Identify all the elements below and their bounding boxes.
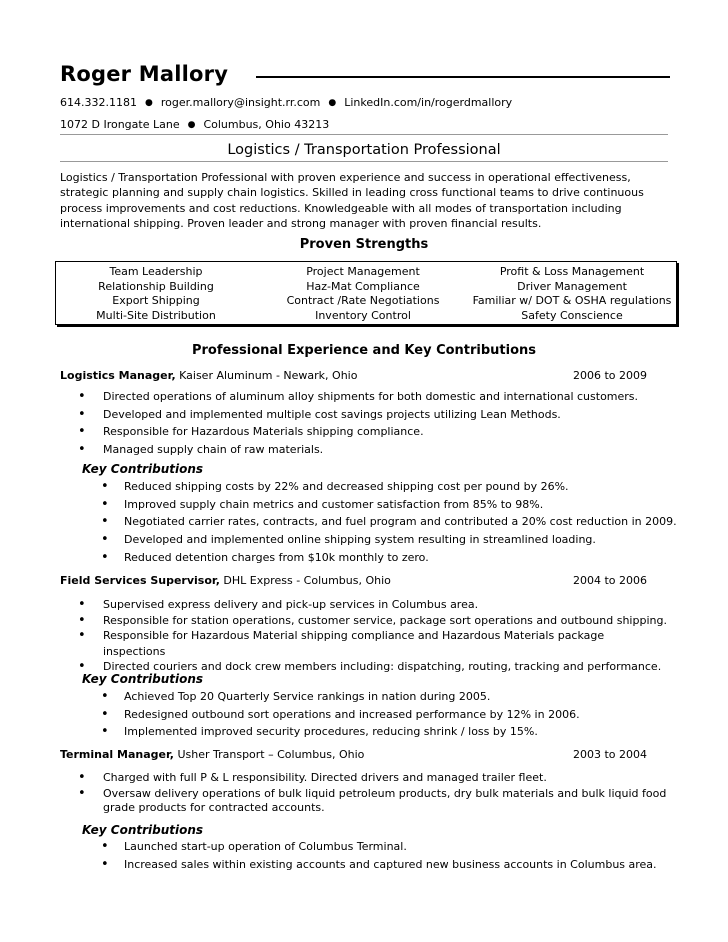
headline: Logistics / Transportation Professional <box>227 142 501 158</box>
key-contributions-list <box>101 478 681 567</box>
list-item: • Responsible for Hazardous Material shipping compliance and Hazardous Materials package inspections <box>78 628 605 658</box>
job-header <box>60 574 680 587</box>
job-header <box>60 369 680 382</box>
list-item: • Reduced shipping costs by 22% and decreased shipping cost per pound by 26%. <box>101 479 569 494</box>
linkedin: LinkedIn.com/in/rogerdmallory <box>344 96 513 109</box>
job-header <box>60 748 680 761</box>
contact-line-1 <box>60 96 512 109</box>
experience-title: Professional Experience and Key Contributions <box>191 343 537 358</box>
strength-item: Safety Conscience <box>521 308 623 322</box>
job-duties <box>78 597 668 675</box>
strength-item: Driver Management <box>517 279 627 293</box>
key-contributions-list <box>101 838 681 873</box>
job-dates: 2006 to 2009 <box>573 369 648 382</box>
list-item: • Supervised express delivery and pick-up services in Columbus area. <box>78 597 479 612</box>
list-item: • Directed couriers and dock crew members including: dispatching, routing, tracking and performance. <box>78 659 662 674</box>
list-item: • Launched start-up operation of Columbus Terminal. <box>101 839 407 854</box>
list-item: • Responsible for station operations, customer service, package sort operations and outbound shipping. <box>78 612 667 628</box>
strength-item: Multi-Site Distribution <box>96 308 216 322</box>
strength-item: Project Management <box>306 265 420 278</box>
key-contributions-label: Key Contributions <box>82 672 204 686</box>
name-rule <box>256 76 670 78</box>
bullet-separator: ● <box>144 98 153 108</box>
job-dates: 2003 to 2004 <box>573 748 648 761</box>
job-dates: 2004 to 2006 <box>573 574 648 587</box>
job-company: Usher Transport – Columbus, Ohio <box>173 748 365 761</box>
strengths-title: Proven Strengths <box>299 237 429 252</box>
strengths-column-1 <box>56 265 256 323</box>
job-title: Logistics Manager, <box>60 369 176 382</box>
key-contributions-label: Key Contributions <box>82 462 204 476</box>
bullet-separator: ● <box>187 120 196 130</box>
job-company: Kaiser Aluminum - Newark, Ohio <box>175 369 358 382</box>
strength-item: Export Shipping <box>112 294 200 307</box>
list-item: • Developed and implemented multiple cost savings projects utilizing Lean Methods. <box>78 406 561 422</box>
list-item: • Developed and implemented online shipping system resulting in streamlined loading. <box>101 532 596 548</box>
strengths-column-2 <box>256 265 470 323</box>
list-item: • Managed supply chain of raw materials. <box>78 441 324 457</box>
divider <box>60 134 668 135</box>
candidate-name: Roger Mallory <box>60 62 229 86</box>
strengths-column-3 <box>470 265 674 323</box>
strength-item: Inventory Control <box>315 308 411 322</box>
list-item: • Directed operations of aluminum alloy shipments for both domestic and international customers. <box>78 389 639 404</box>
list-item: • Reduced detention charges from $10k monthly to zero. <box>101 549 429 565</box>
strength-item: Haz-Mat Compliance <box>306 279 420 293</box>
list-item: • Oversaw delivery operations of bulk liquid petroleum products, dry bulk materials and bulk liquid food grade products for contracted accounts. <box>78 785 667 814</box>
list-item: • Increased sales within existing accounts and captured new business accounts in Columbus area. <box>101 856 657 872</box>
job-duties <box>78 388 668 458</box>
list-item: • Achieved Top 20 Quarterly Service rankings in nation during 2005. <box>101 689 491 704</box>
strength-item: Relationship Building <box>98 279 214 293</box>
phone: 614.332.1181 <box>60 96 137 109</box>
list-item: • Charged with full P & L responsibility. Directed drivers and managed trailer fleet. <box>78 770 547 785</box>
list-item: • Redesigned outbound sort operations and increased performance by 12% in 2006. <box>101 706 580 722</box>
strength-item: Familiar w/ DOT & OSHA regulations <box>472 294 672 307</box>
strength-item: Contract /Rate Negotiations <box>286 294 440 307</box>
job-title: Field Services Supervisor, <box>60 574 220 587</box>
divider <box>60 161 668 162</box>
strengths-box <box>55 261 677 325</box>
bullet-separator: ● <box>328 98 337 108</box>
list-item: • Improved supply chain metrics and customer satisfaction from 85% to 98%. <box>101 496 544 512</box>
list-item: • Implemented improved security procedures, reducing shrink / loss by 15%. <box>101 724 538 740</box>
contact-line-2 <box>60 118 329 131</box>
job-company: DHL Express - Columbus, Ohio <box>219 574 391 587</box>
key-contributions-list <box>101 688 681 741</box>
job-duties <box>78 769 668 816</box>
job-title: Terminal Manager, <box>60 748 174 761</box>
city-state-zip: Columbus, Ohio 43213 <box>203 118 330 131</box>
street-address: 1072 D Irongate Lane <box>60 118 180 131</box>
strength-item: Profit & Loss Management <box>499 265 645 278</box>
list-item: • Negotiated carrier rates, contracts, and fuel program and contributed a 20% cost reduction in 2009. <box>101 514 677 530</box>
key-contributions-label: Key Contributions <box>82 823 204 837</box>
list-item: • Responsible for Hazardous Materials shipping compliance. <box>78 424 424 439</box>
email: roger.mallory@insight.rr.com <box>160 96 321 109</box>
summary-paragraph: Logistics / Transportation Professional with proven experience and success in operational effectiveness, strategic planning and supply chain logistics. Skilled in leading cross functional teams to drive continuous process improvements and cost reductions. Knowledgeable with all modes of transportation including international shipping. Proven leader and strong manager with proven financial results. <box>60 171 644 230</box>
strength-item: Team Leadership <box>109 265 203 278</box>
